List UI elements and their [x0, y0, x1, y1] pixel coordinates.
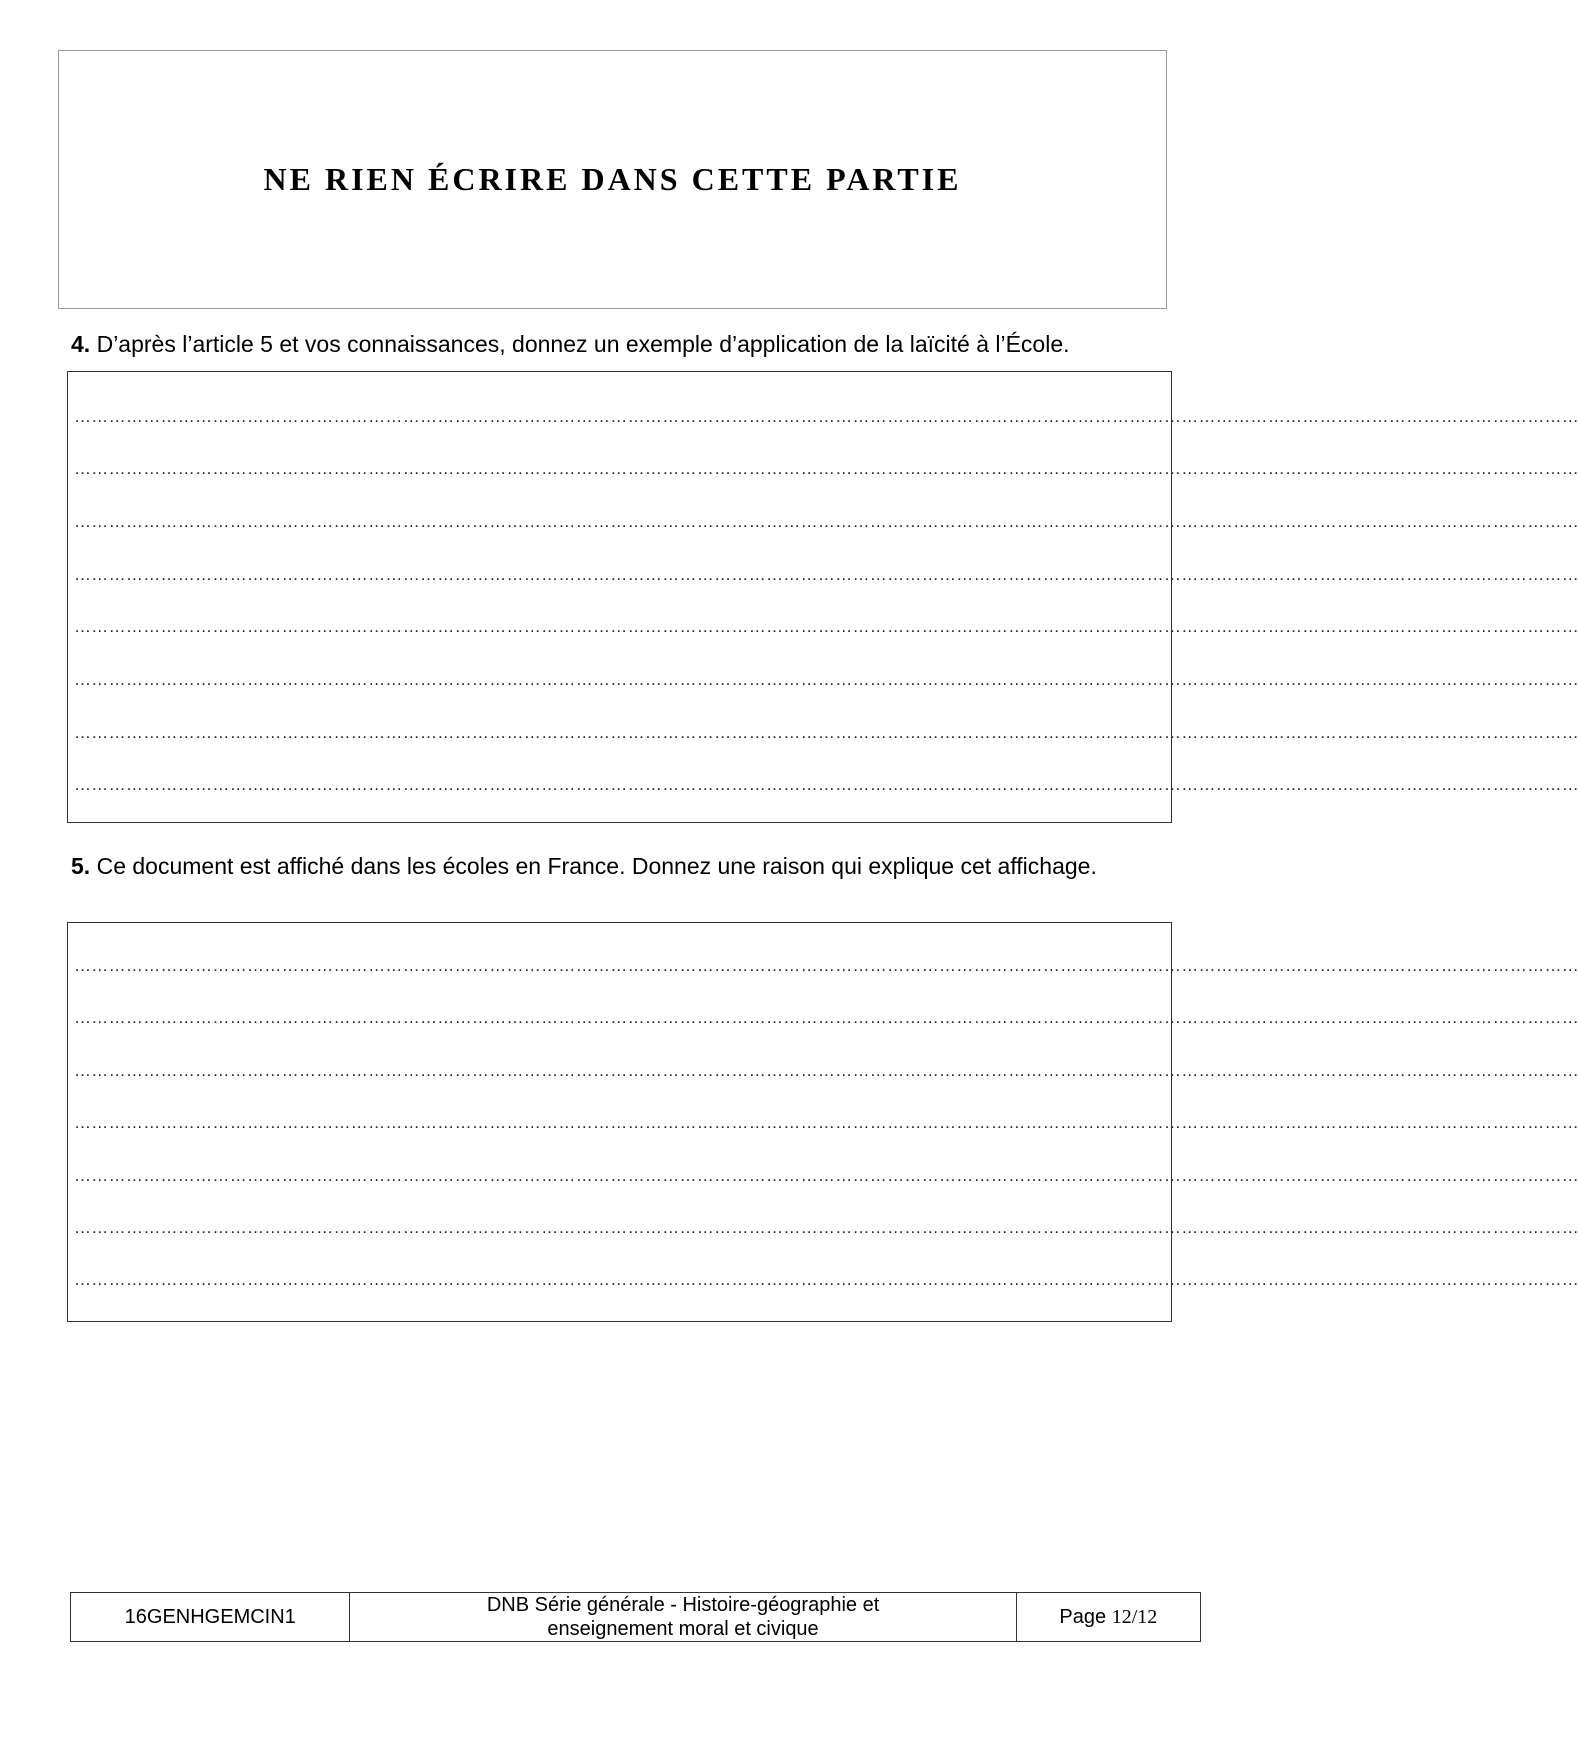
question-4 [71, 330, 1163, 359]
question-5-text: Ce document est affiché dans les écoles en France. Donnez une raison qui explique cet affichage. [90, 853, 1097, 879]
answer-box-question-5[interactable] [67, 922, 1579, 1322]
answer-line[interactable]: ……………………………………………………………………………………………………………………………………………………………………………………………………………………………………… [74, 512, 1579, 531]
answer-line[interactable]: ……………………………………………………………………………………………………………………………………………………………………………………………………………………………………… [74, 1218, 1579, 1237]
answer-line[interactable]: ……………………………………………………………………………………………………………………………………………………………………………………………………………………………………… [74, 723, 1579, 742]
answer-line[interactable]: ……………………………………………………………………………………………………………………………………………………………………………………………………………………………………… [74, 1008, 1579, 1027]
no-write-zone-title: NE RIEN ÉCRIRE DANS CETTE PARTIE [263, 161, 962, 197]
page-footer [70, 1592, 1201, 1642]
answer-line[interactable]: ……………………………………………………………………………………………………………………………………………………………………………………………………………………………………… [74, 407, 1579, 426]
question-5 [71, 852, 1163, 881]
answer-line[interactable]: ……………………………………………………………………………………………………………………………………………………………………………………………………………………………………… [74, 459, 1579, 478]
answer-line[interactable]: ……………………………………………………………………………………………………………………………………………………………………………………………………………………………………… [74, 1061, 1579, 1080]
page-label: Page [1059, 1605, 1107, 1628]
answer-line[interactable]: ……………………………………………………………………………………………………………………………………………………………………………………………………………………………………… [74, 956, 1579, 975]
exam-description [350, 1593, 1016, 1642]
answer-line[interactable]: ……………………………………………………………………………………………………………………………………………………………………………………………………………………………………… [74, 617, 1579, 636]
question-4-number: 4. [71, 331, 91, 357]
question-5-number: 5. [71, 853, 91, 879]
answer-line[interactable]: ……………………………………………………………………………………………………………………………………………………………………………………………………………………………………… [74, 670, 1579, 689]
answer-box-question-4[interactable] [67, 371, 1579, 823]
answer-line[interactable]: ……………………………………………………………………………………………………………………………………………………………………………………………………………………………………… [74, 775, 1579, 794]
question-4-text: D’après l’article 5 et vos connaissances, donnez un exemple d’application de la laïcité à l’École. [90, 331, 1070, 357]
no-write-zone [58, 50, 1167, 309]
page-number: 12/12 [1111, 1605, 1158, 1628]
answer-line[interactable]: ……………………………………………………………………………………………………………………………………………………………………………………………………………………………………… [74, 1270, 1579, 1289]
answer-line[interactable]: ……………………………………………………………………………………………………………………………………………………………………………………………………………………………………… [74, 565, 1579, 584]
exam-description-line-2: enseignement moral et civique [547, 1618, 819, 1640]
exam-description-line-1: DNB Série générale - Histoire-géographie et [486, 1594, 880, 1616]
page-indicator [1016, 1593, 1200, 1642]
exam-code: 16GENHGEMCIN1 [71, 1593, 350, 1642]
answer-line[interactable]: ……………………………………………………………………………………………………………………………………………………………………………………………………………………………………… [74, 1166, 1579, 1185]
answer-line[interactable]: ……………………………………………………………………………………………………………………………………………………………………………………………………………………………………… [74, 1113, 1579, 1132]
